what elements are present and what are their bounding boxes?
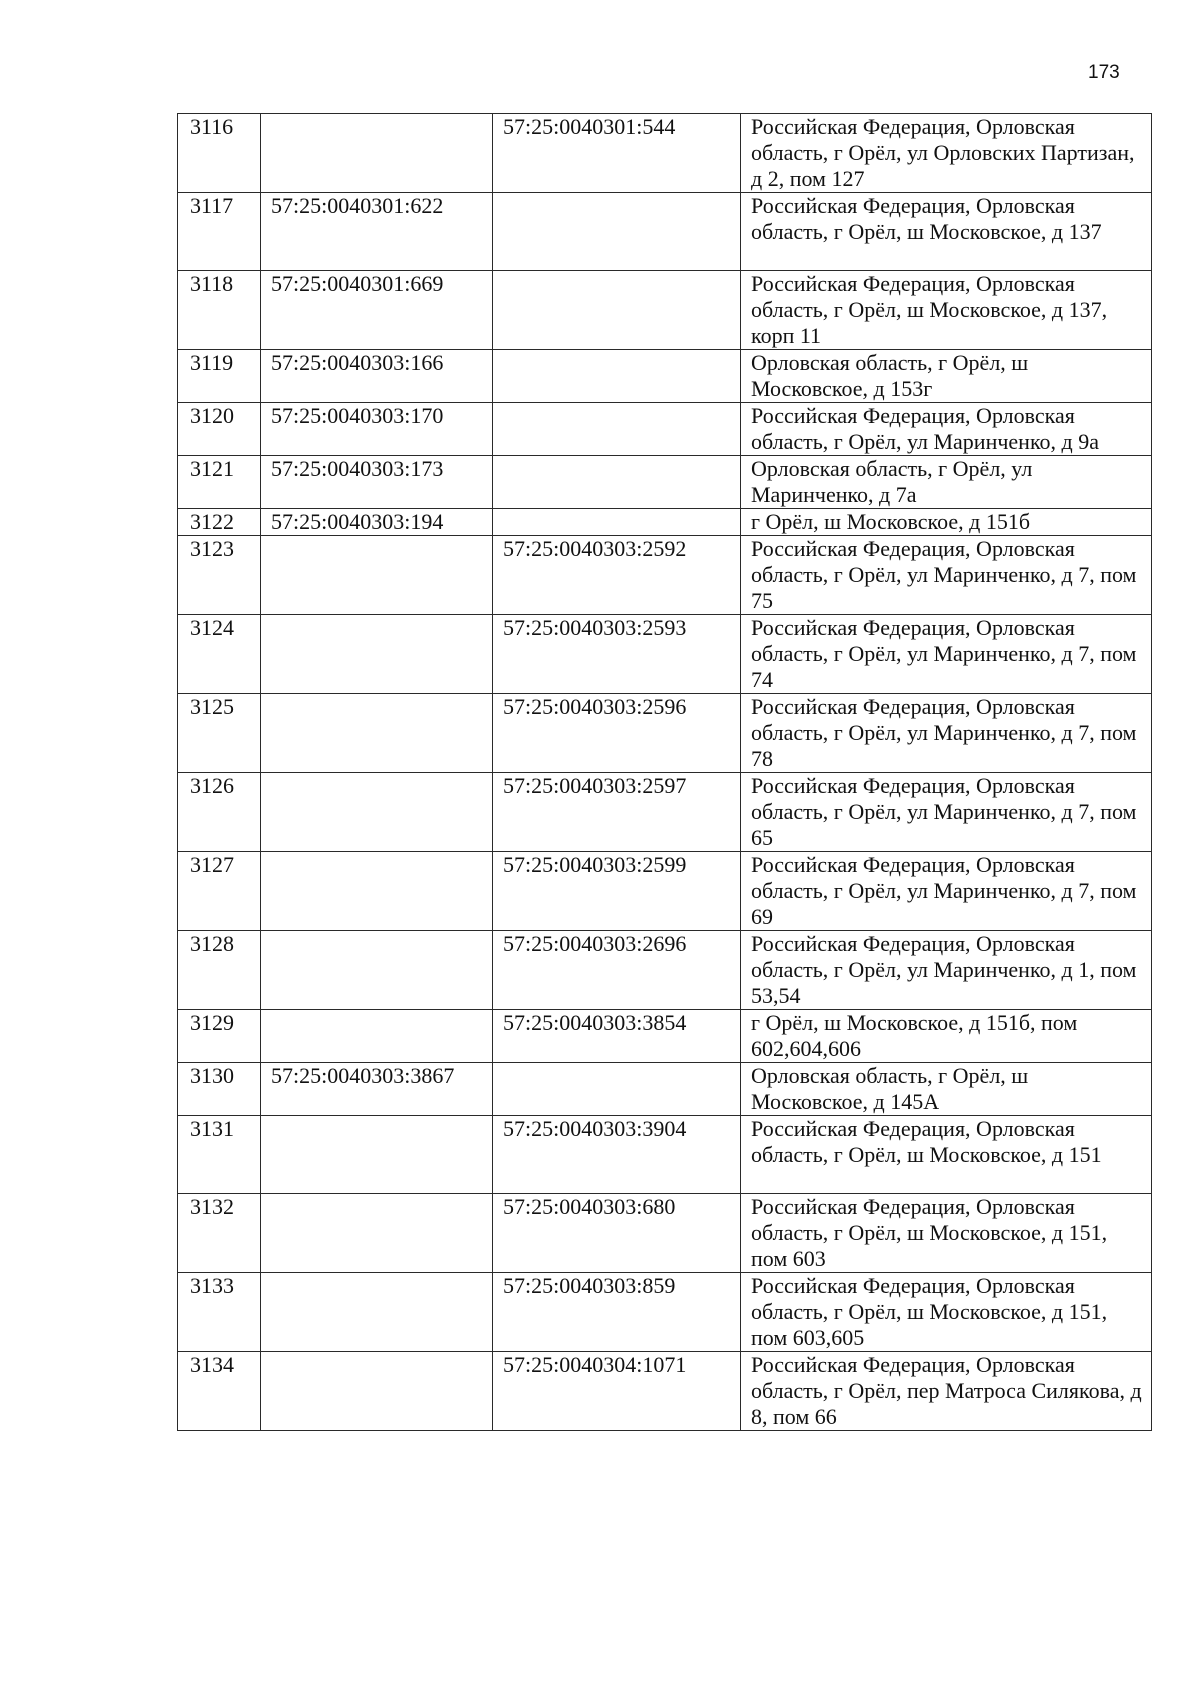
cadastral-number-b-cell <box>493 456 741 509</box>
cadastral-number-a-cell <box>261 931 493 1010</box>
cadastral-number-b-cell: 57:25:0040303:2597 <box>493 773 741 852</box>
cadastral-number-a-cell <box>261 1116 493 1194</box>
table-row <box>178 509 1152 536</box>
row-number-cell: 3129 <box>178 1010 261 1063</box>
cadastral-number-b-cell: 57:25:0040303:3904 <box>493 1116 741 1194</box>
table-row <box>178 852 1152 931</box>
cadastral-number-b-cell: 57:25:0040303:2596 <box>493 694 741 773</box>
cadastral-number-b-cell <box>493 271 741 350</box>
address-cell: Российская Федерация, Орловская область, г Орёл, ш Московское, д 151 <box>741 1116 1152 1194</box>
cadastral-number-a-cell: 57:25:0040303:194 <box>261 509 493 536</box>
cadastral-number-b-cell: 57:25:0040303:680 <box>493 1194 741 1273</box>
address-cell: г Орёл, ш Московское, д 151б, пом 602,604,606 <box>741 1010 1152 1063</box>
cadastral-number-a-cell <box>261 1010 493 1063</box>
address-cell: Орловская область, г Орёл, ш Московское, д 145А <box>741 1063 1152 1116</box>
cadastral-number-a-cell <box>261 773 493 852</box>
address-cell: Российская Федерация, Орловская область, г Орёл, ул Маринченко, д 7, пом 75 <box>741 536 1152 615</box>
address-cell: Российская Федерация, Орловская область, г Орёл, ул Орловских Партизан, д 2, пом 127 <box>741 114 1152 193</box>
row-number-cell: 3134 <box>178 1352 261 1431</box>
cadastral-number-b-cell: 57:25:0040301:544 <box>493 114 741 193</box>
table-row <box>178 1010 1152 1063</box>
row-number-cell: 3132 <box>178 1194 261 1273</box>
table-row <box>178 1063 1152 1116</box>
table-row <box>178 403 1152 456</box>
cadastral-number-a-cell <box>261 114 493 193</box>
row-number-cell: 3130 <box>178 1063 261 1116</box>
cadastral-number-b-cell: 57:25:0040303:2592 <box>493 536 741 615</box>
row-number-cell: 3120 <box>178 403 261 456</box>
address-cell: г Орёл, ш Московское, д 151б <box>741 509 1152 536</box>
cadastral-number-b-cell: 57:25:0040303:859 <box>493 1273 741 1352</box>
table-row <box>178 1116 1152 1194</box>
row-number-cell: 3128 <box>178 931 261 1010</box>
table-row <box>178 456 1152 509</box>
cadastral-number-b-cell <box>493 509 741 536</box>
cadastral-number-b-cell <box>493 403 741 456</box>
row-number-cell: 3127 <box>178 852 261 931</box>
cadastral-number-b-cell: 57:25:0040303:3854 <box>493 1010 741 1063</box>
cadastral-number-a-cell <box>261 1194 493 1273</box>
cadastral-number-b-cell <box>493 350 741 403</box>
cadastral-number-b-cell: 57:25:0040303:2599 <box>493 852 741 931</box>
row-number-cell: 3122 <box>178 509 261 536</box>
cadastral-number-b-cell: 57:25:0040303:2593 <box>493 615 741 694</box>
page-number: 173 <box>1088 62 1120 83</box>
table-row <box>178 114 1152 193</box>
row-number-cell: 3123 <box>178 536 261 615</box>
table-row <box>178 271 1152 350</box>
cadastral-number-b-cell: 57:25:0040304:1071 <box>493 1352 741 1431</box>
cadastral-number-a-cell <box>261 1273 493 1352</box>
cadastral-number-a-cell <box>261 536 493 615</box>
cadastral-number-a-cell <box>261 615 493 694</box>
address-cell: Российская Федерация, Орловская область, г Орёл, пер Матроса Силякова, д 8, пом 66 <box>741 1352 1152 1431</box>
property-registry-table <box>177 113 1152 1431</box>
address-cell: Российская Федерация, Орловская область, г Орёл, ул Маринченко, д 7, пом 78 <box>741 694 1152 773</box>
row-number-cell: 3118 <box>178 271 261 350</box>
cadastral-number-a-cell: 57:25:0040303:173 <box>261 456 493 509</box>
table-row <box>178 1194 1152 1273</box>
address-cell: Российская Федерация, Орловская область, г Орёл, ш Московское, д 151, пом 603,605 <box>741 1273 1152 1352</box>
address-cell: Орловская область, г Орёл, ул Маринченко, д 7а <box>741 456 1152 509</box>
table-row <box>178 1352 1152 1431</box>
table-row <box>178 536 1152 615</box>
address-cell: Российская Федерация, Орловская область, г Орёл, ул Маринченко, д 7, пом 69 <box>741 852 1152 931</box>
cadastral-number-a-cell: 57:25:0040303:170 <box>261 403 493 456</box>
cadastral-number-a-cell <box>261 852 493 931</box>
address-cell: Российская Федерация, Орловская область, г Орёл, ул Маринченко, д 1, пом 53,54 <box>741 931 1152 1010</box>
table-row <box>178 350 1152 403</box>
row-number-cell: 3116 <box>178 114 261 193</box>
cadastral-number-a-cell: 57:25:0040303:166 <box>261 350 493 403</box>
address-cell: Российская Федерация, Орловская область, г Орёл, ул Маринченко, д 9а <box>741 403 1152 456</box>
address-cell: Российская Федерация, Орловская область, г Орёл, ш Московское, д 151, пом 603 <box>741 1194 1152 1273</box>
row-number-cell: 3117 <box>178 193 261 271</box>
table-row <box>178 615 1152 694</box>
table-row <box>178 931 1152 1010</box>
address-cell: Российская Федерация, Орловская область, г Орёл, ш Московское, д 137 <box>741 193 1152 271</box>
address-cell: Российская Федерация, Орловская область, г Орёл, ул Маринченко, д 7, пом 65 <box>741 773 1152 852</box>
registry-table-body <box>178 114 1152 1431</box>
table-row <box>178 773 1152 852</box>
address-cell: Российская Федерация, Орловская область, г Орёл, ш Московское, д 137, корп 11 <box>741 271 1152 350</box>
table-row <box>178 193 1152 271</box>
cadastral-number-a-cell <box>261 1352 493 1431</box>
cadastral-number-a-cell: 57:25:0040301:669 <box>261 271 493 350</box>
table-row <box>178 694 1152 773</box>
cadastral-number-a-cell: 57:25:0040303:3867 <box>261 1063 493 1116</box>
row-number-cell: 3121 <box>178 456 261 509</box>
row-number-cell: 3119 <box>178 350 261 403</box>
cadastral-number-a-cell <box>261 694 493 773</box>
table-row <box>178 1273 1152 1352</box>
cadastral-number-b-cell <box>493 193 741 271</box>
row-number-cell: 3124 <box>178 615 261 694</box>
row-number-cell: 3126 <box>178 773 261 852</box>
row-number-cell: 3125 <box>178 694 261 773</box>
row-number-cell: 3131 <box>178 1116 261 1194</box>
cadastral-number-a-cell: 57:25:0040301:622 <box>261 193 493 271</box>
cadastral-number-b-cell: 57:25:0040303:2696 <box>493 931 741 1010</box>
address-cell: Российская Федерация, Орловская область, г Орёл, ул Маринченко, д 7, пом 74 <box>741 615 1152 694</box>
cadastral-number-b-cell <box>493 1063 741 1116</box>
row-number-cell: 3133 <box>178 1273 261 1352</box>
address-cell: Орловская область, г Орёл, ш Московское, д 153г <box>741 350 1152 403</box>
